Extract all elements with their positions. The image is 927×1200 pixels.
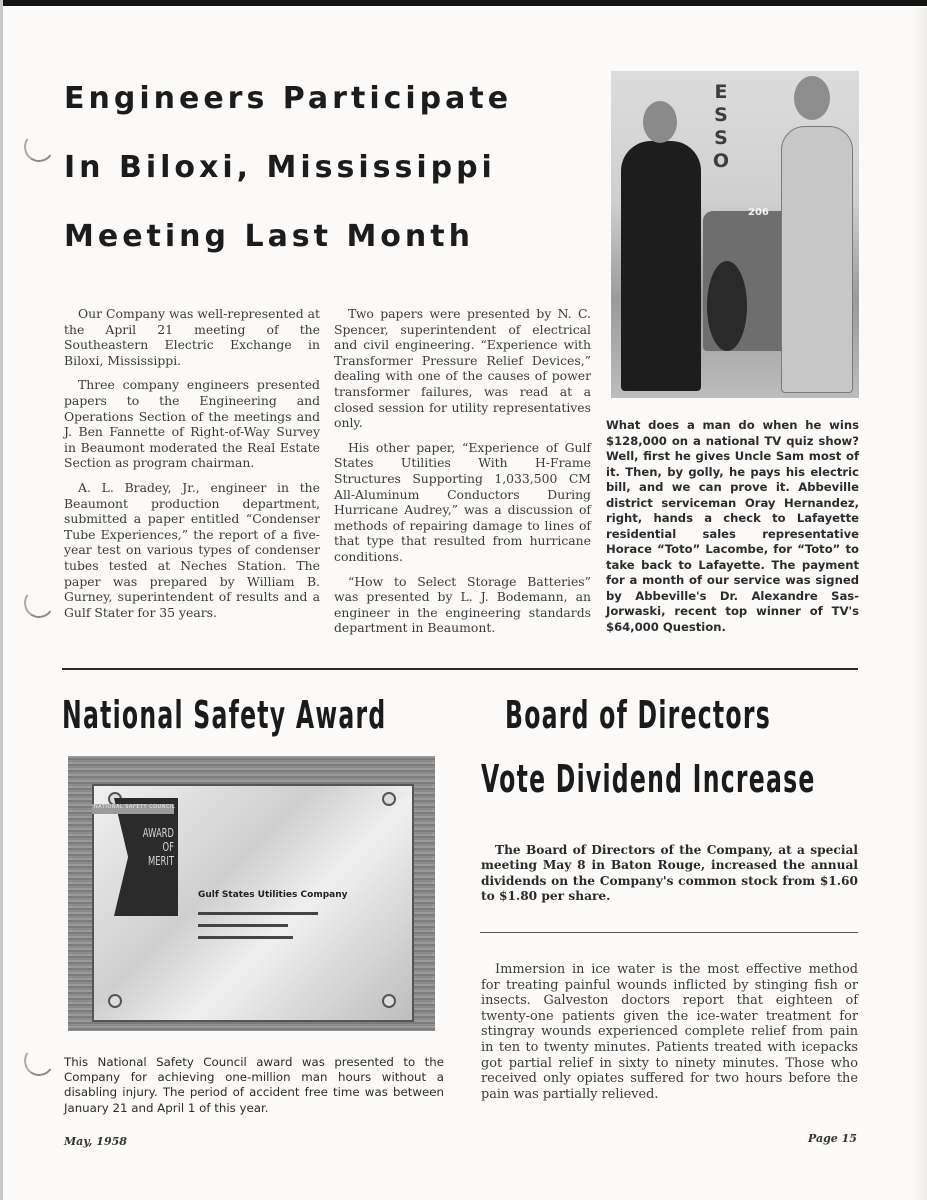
- man-left-figure: [621, 141, 701, 391]
- man-left-head: [643, 101, 677, 143]
- plaque-text-line: [198, 936, 293, 939]
- binder-hole-icon: [22, 586, 57, 621]
- screw-icon: [382, 792, 396, 806]
- ribbon-line: OF: [162, 840, 174, 854]
- article-column-2: [334, 306, 591, 645]
- section-divider: [62, 668, 858, 670]
- screw-icon: [108, 994, 122, 1008]
- headline-line: Engineers Participate: [64, 81, 513, 116]
- ribbon-line: AWARD: [142, 826, 174, 840]
- article-column-1: [64, 306, 320, 629]
- council-banner-text: NATIONAL SAFETY COUNCIL: [94, 804, 176, 810]
- binder-hole-icon: [22, 1044, 57, 1079]
- esso-sign-text: ESSO: [712, 81, 730, 172]
- engineers-headline: [64, 64, 534, 271]
- car-wheel-shape: [707, 261, 747, 351]
- scan-top-edge: [0, 0, 927, 6]
- plaque-text-line: [198, 924, 288, 927]
- page-number: Page 15: [808, 1132, 857, 1145]
- ice-water-body: Immersion in ice water is the most effective method for treating painful wounds inflicted by stinging fish or insects. Galveston doctors report that eighteen of twenty-one patients given the ice-water treatment for stingray wounds experienced complete relief from pain in ten to twenty minutes. Patients treated with icepacks got partial relief in sixty to ninety minutes. Those who received only opiates suffered for two hours before the pain was partially relieved.: [481, 962, 858, 1102]
- paragraph: Two papers were presented by N. C. Spencer, superintendent of electrical and civil engineering. “Experience with Transformer Pressure Relief Devices,” dealing with one of the causes of power transformer failures, was read at a closed session for utility representatives only.: [334, 306, 591, 431]
- section-divider: [480, 932, 858, 933]
- quiz-winner-photo: [611, 71, 859, 398]
- issue-date: May, 1958: [64, 1135, 127, 1148]
- quiz-photo-caption: What does a man do when he wins $128,000 on a national TV quiz show? Well, first he gives Uncle Sam most of it. Then, by golly, he pays his electric bill, and we can prove it. Abbeville district serviceman Oray Hernandez, right, hands a check to Lafayette residential sales representative Horace “Toto” Lacombe, for “Toto” to take back to Lafayette. The payment for a month of our service was signed by Abbeville's Dr. Alexandre Sas-Jorwaski, recent top winner of TV's $64,000 Question.: [606, 418, 859, 634]
- car-number: 206: [748, 207, 769, 218]
- man-right-head: [794, 76, 830, 120]
- screw-icon: [382, 994, 396, 1008]
- binder-hole-icon: [22, 130, 57, 165]
- safety-award-caption: This National Safety Council award was presented to the Company for achieving one-million man hours without a disabling injury. The period of accident free time was between January 21 and April 1 of this year.: [64, 1055, 444, 1115]
- headline-line: Meeting Last Month: [64, 219, 474, 254]
- paragraph: His other paper, “Experience of Gulf States Utilities With H-Frame Structures Supporting 1,033,500 CM All-Aluminum Conductors During Hurricane Audrey,” was a discussion of methods of repairing damage to lines of that type that resulted from hurricane conditions.: [334, 439, 591, 564]
- paragraph: A. L. Bradey, Jr., engineer in the Beaumont production department, submitted a paper entitled “Condenser Tube Experiences,” the report of a five-year test on various types of condenser tubes tested at Neches Station. The paper was prepared by William B. Gurney, superintendent of results and a Gulf Stater for 35 years.: [64, 479, 320, 620]
- award-plaque-photo: [68, 756, 435, 1031]
- plaque-text-line: [198, 912, 318, 915]
- scan-right-edge: [913, 8, 927, 1200]
- ribbon-line: MERIT: [147, 854, 174, 868]
- paragraph: Our Company was well-represented at the April 21 meeting of the Southeastern Electric Exchange in Biloxi, Mississippi.: [64, 306, 320, 368]
- esso-sign: [711, 81, 731, 173]
- paragraph: Three company engineers presented papers to the Engineering and Operations Section of the meetings and J. Ben Fannette of Right-of-Way Survey in Beaumont moderated the Real Estate Section as program chairman.: [64, 377, 320, 471]
- dividend-body: The Board of Directors of the Company, at a special meeting May 8 in Baton Rouge, increased the annual dividends on the Company's common stock from $1.60 to $1.80 per share.: [481, 843, 858, 903]
- ribbon-text: [140, 826, 174, 868]
- paragraph: “How to Select Storage Batteries” was presented by L. J. Bodemann, an engineer in the engineering standards department in Beaumont.: [334, 573, 591, 636]
- dividend-headline-line: Board of Directors: [505, 693, 771, 737]
- safety-award-headline: National Safety Award: [62, 693, 387, 737]
- man-right-figure: [781, 126, 853, 393]
- headline-line: In Biloxi, Mississippi: [64, 150, 496, 185]
- dividend-headline-line: Vote Dividend Increase: [481, 757, 816, 801]
- scan-left-edge: [0, 0, 3, 1200]
- plaque-company: Gulf States Utilities Company: [198, 890, 348, 900]
